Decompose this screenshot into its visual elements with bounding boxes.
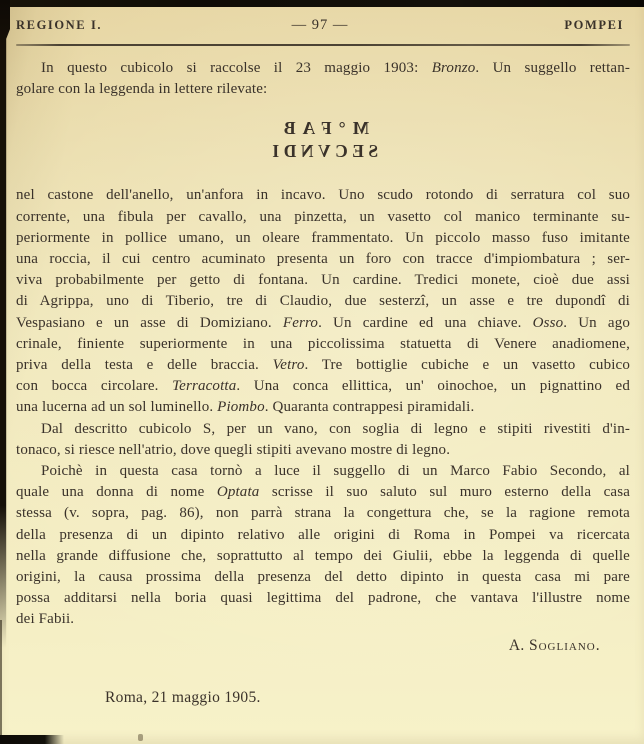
text-line: nella grande diffusione che, soprattutto al tempo dei Giulii, ebbe la leggenda di quelle [16, 547, 630, 564]
text-line: stessa (v. sopra, pag. 86), non parrà strana la congettura che, se la ragione remota [16, 505, 630, 522]
text-line: dei Fabii. [16, 611, 75, 628]
text-line: Vespasiano e un asse di Domiziano. Ferro. Un cardine ed una chiave. Osso. Un ago [16, 314, 630, 331]
text-line: A. Sogliano. [508, 636, 600, 654]
text-line: origini, la causa prossima della presenza del detto dipinto in questa casa mi pare [16, 569, 630, 586]
scan-speck [138, 734, 143, 741]
text-line: corrente, una fibula per cavallo, una pinzetta, un vasetto col manico terminante su- [16, 208, 630, 225]
text-line: crinale, finiente superiormente in una piccolissima statuetta di Venere anadiomene, [16, 335, 630, 352]
scan-edge-top [0, 0, 644, 7]
text-line: con bocca circolare. Terracotta. Una conca ellittica, un' oinochoe, un pignattino ed [16, 378, 630, 395]
text-line: una lucerna ad un sol luminello. Piombo. Quaranta contrappesi piramidali. [16, 399, 475, 416]
header-place: POMPEI [564, 18, 624, 32]
scan-edge-left-thin [0, 620, 2, 744]
text-line: una roccia, il cui centro acuminato presenta un foro con tracce d'impiombatura ; ser- [16, 251, 630, 268]
seal-inscription [16, 117, 630, 163]
header-region: REGIONE I. [16, 18, 103, 32]
text-line: tonaco, si riesce nell'atrio, dove quegli stipiti avevano mostre di legno. [16, 441, 451, 458]
intro-paragraph [16, 58, 630, 100]
text-line: Dal descritto cubicolo S, per un vano, con soglia di legno e stipiti rivestiti d'in- [41, 420, 630, 437]
scan-edge-bottom-left [0, 735, 64, 744]
text-line: possa additarsi nella boria quasi legittima del padrone, che vantava l'illustre nome [16, 590, 630, 607]
signature-line [16, 635, 630, 656]
text-line: quale una donna di nome Optata scrisse il suo saluto sul muro esterno della casa [16, 484, 630, 501]
text-line: della presenza di un dipinto relativo alle origini di Roma in Pompei va ricercata [16, 526, 630, 543]
text-line: Poichè in questa casa tornò a luce il suggello di un Marco Fabio Secondo, al [41, 463, 630, 480]
header-page-number: — 97 — [291, 17, 349, 33]
text-line: periormente in pollice umano, un oleare frammentato. Un piccolo masso fuso imitante [16, 229, 630, 246]
seal-line-1: M°FAB [276, 118, 370, 139]
text-line: In questo cubicolo si raccolse il 23 maggio 1903: Bronzo. Un suggello rettan- [41, 60, 630, 76]
header-rule [16, 44, 630, 46]
text-line: priva della testa e delle braccia. Vetro. Tre bottiglie cubiche e un vasetto cubico [16, 357, 630, 374]
text-line: nel castone dell'anello, un'anfora in incavo. Uno scudo rotondo di serratura col suo [16, 187, 630, 204]
text-line: viva probabilmente per getto di fontana. Un cardine. Tredici monete, cioè due assi [16, 272, 630, 289]
body-paragraphs [16, 185, 630, 630]
page-header [16, 13, 630, 34]
text-line: golare con la leggenda in lettere rilevate: [16, 81, 268, 98]
dateline: Roma, 21 maggio 1905. [105, 688, 261, 706]
text-line: di Agrippa, uno di Tiberio, tre di Claudio, due sesterzî, un asse e tre dupondî di [16, 293, 630, 310]
seal-line-2: SECVNDI [267, 141, 379, 162]
